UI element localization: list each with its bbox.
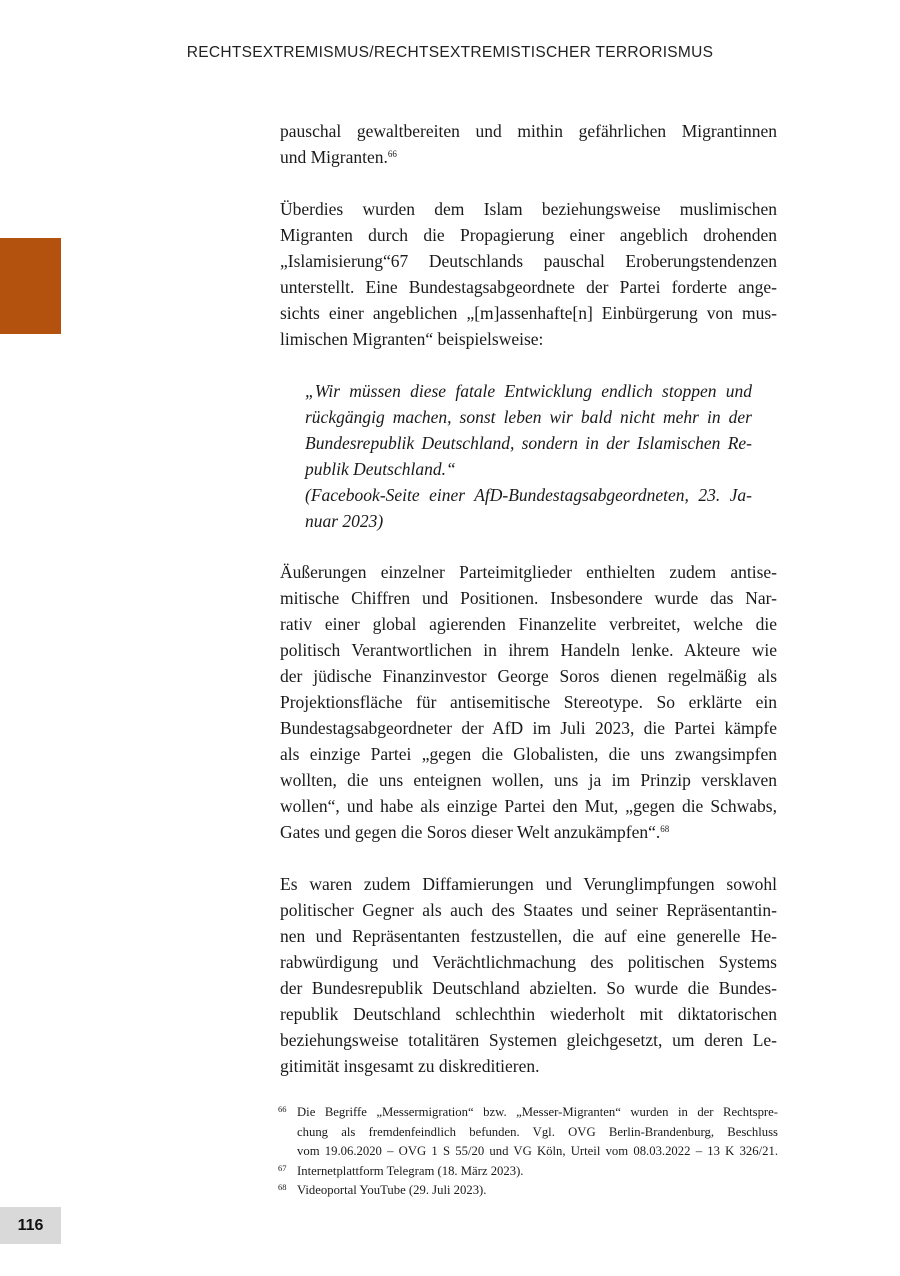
text-line: der Bundesrepublik Deutschland abzielten. So wurde die Bundes- (280, 978, 777, 998)
text-line: wollten, die uns enteignen wollen, uns ja im Prinzip versklaven (280, 770, 777, 790)
quote-source-line: (Facebook-Seite einer AfD-Bundestagsabgeordneten, 23. Ja- (305, 485, 752, 505)
text-line: Gates und gegen die Soros dieser Welt anzukämpfen“.$^{68}$ (280, 822, 670, 842)
paragraph-2 (280, 196, 777, 352)
paragraph-4 (280, 871, 777, 1079)
footnote-line: Internetplattform Telegram (18. März 2023). (297, 1163, 524, 1178)
footnote-number: 68 (278, 1182, 287, 1192)
text-line: der jüdische Finanzinvestor George Soros dienen regelmäßig als (280, 666, 777, 686)
text-line: unterstellt. Eine Bundestagsabgeordnete der Partei forderte ange- (280, 277, 777, 297)
text-line: limischen Migranten“ beispielsweise: (280, 329, 544, 349)
text-line: Überdies wurden dem Islam beziehungsweise muslimischen (280, 199, 777, 219)
text-line: rabwürdigung und Verächtlichmachung des politischen Systems (280, 952, 777, 972)
text-line: als einzige Partei „gegen die Globalisten, die uns zwangsimpfen (280, 744, 777, 764)
text-line: wollen“, und habe als einzige Partei den Mut, „gegen die Schwabs, (280, 796, 777, 816)
footnote-number: 67 (278, 1162, 287, 1173)
text-line: Bundestagsabgeordneter der AfD im Juli 2023, die Partei kämpfe (280, 718, 777, 738)
text-line: Es waren zudem Diffamierungen und Verunglimpfungen sowohl (280, 874, 777, 894)
footnote-67 (278, 1162, 778, 1182)
footnote-line: Videoportal YouTube (29. Juli 2023). (297, 1183, 487, 1197)
block-quote (305, 378, 752, 534)
footnote-ref[interactable]: 68 (660, 824, 670, 834)
footnote-line: vom 19.06.2020 – OVG 1 S 55/20 und VG Köln, Urteil vom 08.03.2022 – 13 K 326/21. (297, 1144, 778, 1158)
quote-line: Bundesrepublik Deutschland, sondern in der Islamischen Re- (305, 433, 752, 453)
text-line: und Migranten.$^{66}$ (280, 147, 397, 167)
quote-line: publik Deutschland.“ (305, 459, 456, 479)
text-line: nen und Repräsentanten festzustellen, die auf eine generelle He- (280, 926, 777, 946)
footnote-ref[interactable]: 66 (387, 149, 397, 159)
text-line: Äußerungen einzelner Parteimitglieder enthielten zudem antise- (280, 562, 777, 582)
text-line: Migranten durch die Propagierung einer angeblich drohenden (280, 225, 777, 245)
text-line: beziehungsweise totalitären Systemen gleichgesetzt, um deren Le- (280, 1030, 777, 1050)
text-line: Projektionsfläche für antisemitische Stereotype. So erklärte ein (280, 692, 777, 712)
quote-line: „Wir müssen diese fatale Entwicklung endlich stoppen und (305, 381, 752, 401)
text-line: republik Deutschland schlechthin wiederholt mit diktatorischen (280, 1004, 777, 1024)
footnotes (278, 1103, 778, 1201)
text-line: politisch Verantwortlichen in ihrem Handeln lenke. Akteure wie (280, 640, 777, 660)
quote-source-line: nuar 2023) (305, 511, 384, 531)
footnote-line: Die Begriffe „Messermigration“ bzw. „Messer-Migranten“ wurden in der Rechtspre- (297, 1105, 778, 1119)
text-line: pauschal gewaltbereiten und mithin gefährlichen Migrantinnen (280, 121, 777, 141)
text-line: sichts einer angeblichen „[m]assenhafte[n] Einbürgerung von mus- (280, 303, 777, 323)
page-number: 116 (0, 1207, 61, 1244)
footnote-66 (278, 1103, 778, 1162)
footnote-68 (278, 1181, 778, 1201)
chapter-tab-marker (0, 238, 61, 334)
text-line: „Islamisierung“67 Deutschlands pauschal Eroberungstendenzen (280, 251, 777, 271)
text-line: politischer Gegner als auch des Staates und seiner Repräsentantin- (280, 900, 777, 920)
paragraph-3 (280, 559, 777, 845)
text-line: mitische Chiffren und Positionen. Insbesondere wurde das Nar- (280, 588, 777, 608)
quote-line: rückgängig machen, sonst leben wir bald nicht mehr in der (305, 407, 752, 427)
footnote-line: chung als fremdenfeindlich befunden. Vgl. OVG Berlin-Brandenburg, Beschluss (297, 1124, 778, 1139)
paragraph-1 (280, 118, 777, 170)
text-line: rativ einer global agierenden Finanzelite verbreitet, welche die (280, 614, 777, 634)
text-line: gitimität insgesamt zu diskreditieren. (280, 1056, 540, 1076)
running-header: RECHTSEXTREMISMUS/RECHTSEXTREMISTISCHER TERRORISMUS (186, 44, 714, 61)
footnote-number: 66 (278, 1104, 287, 1114)
